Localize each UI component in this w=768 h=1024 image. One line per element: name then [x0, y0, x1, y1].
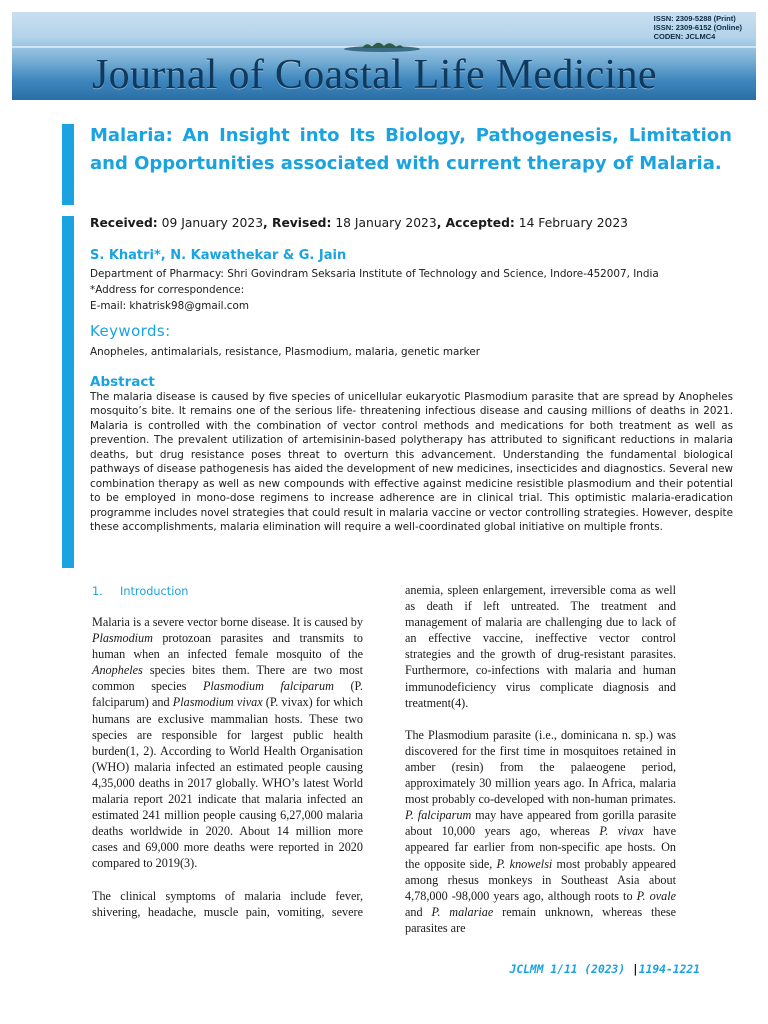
received-label: Received: — [90, 216, 158, 230]
italic-run: Anopheles — [92, 663, 143, 678]
text-run: (P. falciparum) and — [92, 679, 363, 710]
keywords-colon: : — [165, 322, 171, 340]
italic-run: Plasmodium vivax — [172, 695, 263, 710]
received-date: 09 January 2023 — [157, 216, 264, 230]
text-run: Malaria is a severe vector borne disease. It is caused by — [92, 615, 363, 629]
correspondence-label: *Address for correspondence: — [90, 284, 245, 296]
abstract-heading: Abstract — [90, 374, 155, 390]
author-email[interactable]: E-mail: khatrisk98@gmail.com — [90, 300, 249, 312]
abstract-accent-bar — [62, 216, 74, 568]
issn-block — [654, 14, 742, 41]
citation-separator: | — [631, 963, 639, 976]
article-title: Malaria: An Insight into Its Biology, Pathogenesis, Limitation and Opportunities associated with current therapy of Malaria. — [90, 125, 732, 174]
italic-run: Plasmodium falciparum — [202, 679, 334, 694]
text-run: (P. vivax) for which humans are exclusive mammalian hosts. These two species are responsible for largest public health burden(1, 2). According to World Health Organisation (WHO) malaria infected an estimated people causing 4,35,000 deaths in 2017 globally. WHO’s latest World malaria report 2021 indicate that malaria infected an estimated 241 million people causing 6,27,000 malaria deaths worldwide in 2020. About 14 million more cases and 69,000 more deaths were reported in 2020 compared to 2019(3). — [92, 695, 363, 871]
keywords-list: Anopheles, antimalarials, resistance, Plasmodium, malaria, genetic marker — [90, 346, 480, 358]
left-column — [92, 578, 363, 936]
authors: S. Khatri*, N. Kawathekar & G. Jain — [90, 248, 347, 263]
keywords-heading-text: Keywords — [90, 322, 166, 340]
issn-online: ISSN: 2309-6152 (Online) — [653, 23, 742, 32]
italic-run: P. malariae — [431, 904, 494, 919]
intro-paragraph-2: The clinical symptoms of malaria include fever, shivering, headache, muscle pain, vomiting, severe — [92, 888, 363, 919]
section-heading — [92, 584, 363, 598]
text-run: species bites them. There are two most common species — [92, 663, 363, 694]
revised-date: 18 January 2023 — [331, 216, 437, 230]
citation-pages: 1194-1221 — [638, 963, 700, 976]
issn-print: ISSN: 2309-5288 (Print) — [653, 14, 736, 23]
italic-run: P. vivax — [599, 824, 644, 839]
affiliation-block — [90, 266, 730, 314]
title-accent-bar — [62, 124, 74, 205]
page-footer — [510, 963, 700, 976]
island-graphic — [342, 38, 422, 52]
text-run: may have appeared from gorilla parasite about 10,000 years ago, whereas — [405, 808, 676, 839]
right-column — [405, 582, 676, 952]
text-run: and — [405, 904, 432, 919]
journal-title: Journal of Coastal Life Medicine — [92, 52, 657, 98]
text-run: have appeared far earlier from non-specific ape hosts. On the opposite side, — [405, 824, 676, 871]
abstract-text: The malaria disease is caused by five species of unicellular eukaryotic Plasmodium parasite that are spread by Anopheles mosquito’s bite. It remains one of the serious life- threatening infectious disease and causing millions of deaths in 2021. Malaria is controlled with the combination of vector control methods and medications for both treatment as well as prevention. The prevalent utilization of artemisinin-based polytherapy has attributed to significant reductions in malaria deaths, but drug resistance poses threat to overturn this advancement. Understanding the fundamental biological pathways of disease pathogenesis has aided the development of new medicines, insecticides and diagnostics. Several new combination therapy as well as new compounds with effective against medicine resistible plasmodium and their potential to be employed in mono-dose regimens to increase adherence are in clinical trial. This optimistic malaria-eradication programme includes novel strategies that could result in malaria vaccine or vector controlling strategies. However, despite these accomplishments, malaria elimination will require a well-coordinated global initiative on multiple fronts. — [90, 391, 733, 534]
keywords-heading — [90, 322, 171, 340]
intro-paragraph-2-continued: anemia, spleen enlargement, irreversible coma as well as death if left untreated. The treatment and management of malaria are challenging due to lack of an effective vaccine, ineffective vector control strategies and the growth of drug-resistant parasites. Furthermore, co-infections with malaria and human immunodeficiency virus complicate diagnosis and treatment(4). — [405, 583, 676, 710]
text-run: most probably appeared among rhesus monkeys in Southeast Asia about 4,78,000 -98,000 years ago, although roots to — [405, 856, 676, 903]
article-dates — [90, 216, 740, 230]
affiliation: Department of Pharmacy: Shri Govindram Seksaria Institute of Technology and Science, Indore-452007, India — [90, 268, 659, 280]
citation-left: JCLMM 1/11 (2023) — [509, 963, 632, 976]
journal-banner — [12, 12, 756, 100]
italic-run: Plasmodium — [92, 631, 153, 646]
text-run: protozoan parasites and transmits to human when an infected female mosquito of the — [92, 631, 363, 662]
section-number: 1. — [92, 585, 103, 598]
italic-run: P. falciparum — [405, 808, 472, 823]
italic-run: P. knowelsi — [496, 856, 553, 871]
intro-paragraph-1 — [92, 614, 363, 872]
coden: CODEN: JCLMC4 — [653, 32, 716, 41]
revised-label: , Revised: — [263, 216, 332, 230]
accepted-date: 14 February 2023 — [514, 216, 629, 230]
text-run: The Plasmodium parasite (i.e., dominicana n. sp.) was discovered for the first time in mosquitoes retained in amber (resin) from the palaeogene period, approximately 30 million years ago. In Africa, malaria most probably co-developed with non-human primates. — [405, 727, 676, 807]
accepted-label: , Accepted: — [436, 216, 515, 230]
section-title: Introduction — [120, 585, 189, 598]
intro-paragraph-3 — [405, 727, 676, 936]
text-run: remain unknown, whereas these parasites are — [405, 904, 677, 935]
italic-run: P. ovale — [636, 888, 677, 903]
